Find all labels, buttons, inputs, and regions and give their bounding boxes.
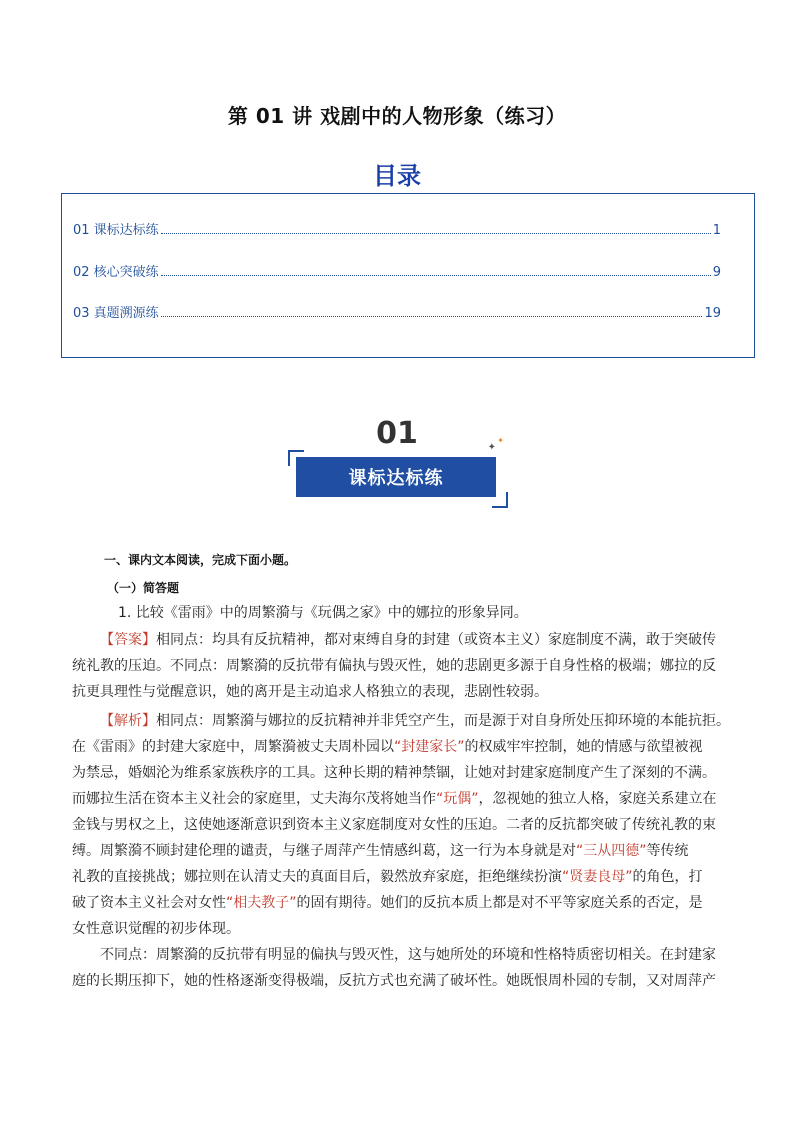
analysis-line: 相同点：周繁漪与娜拉的反抗精神并非凭空产生，而是源于对自身所处压抑环境的本能抗拒。: [156, 713, 730, 729]
toc-leader-dots: [161, 316, 703, 317]
analysis-text: 的权威牢牢控制，她的情感与欲望被视: [464, 739, 703, 755]
section-number: 01: [376, 416, 418, 451]
page-title: 第 01 讲 戏剧中的人物形象（练习）: [227, 104, 567, 128]
section-banner-label: 课标达标练: [296, 457, 496, 497]
toc-leader-dots: [161, 233, 711, 234]
answer-line: 抗更具理性与觉醒意识，她的离开是主动追求人格独立的表现，悲剧性较弱。: [72, 684, 548, 700]
analysis-line: 金钱与男权之上，这使她逐渐意识到资本主义家庭制度对女性的压迫。二者的反抗都突破了传统礼教的束: [72, 817, 716, 833]
highlight-term: “贤妻良母”: [562, 869, 633, 885]
analysis-text: 礼教的直接挑战；娜拉则在认清丈夫的真面目后，毅然放弃家庭，拒绝继续扮演: [72, 869, 562, 885]
sparkle-icon: ✦: [487, 442, 496, 453]
toc-item-page: 9: [712, 265, 721, 280]
answer-line: 统礼教的压迫。不同点：周繁漪的反抗带有偏执与毁灭性，她的悲剧更多源于自身性格的极端；娜拉的反: [72, 658, 716, 674]
highlight-term: “三从四德”: [576, 843, 647, 859]
toc-item-02[interactable]: [73, 262, 721, 280]
question-stem-text: 1. 比较《雷雨》中的周繁漪与《玩偶之家》中的娜拉的形象异同。: [118, 605, 528, 621]
answer-line: 相同点：均具有反抗精神，都对束缚自身的封建（或资本主义）家庭制度不满，敢于突破传: [156, 632, 716, 648]
toc-item-01[interactable]: [73, 220, 721, 238]
question-subheading: （一）简答题: [107, 581, 180, 595]
toc-heading: 目录: [373, 162, 421, 190]
analysis-text: 而娜拉生活在资本主义社会的家庭里，丈夫海尔茂将她当作: [72, 791, 436, 807]
toc-item-page: 1: [712, 223, 721, 238]
analysis-text: ，忽视她的独立人格，家庭关系建立在: [478, 791, 717, 807]
toc-item-label: 03 真题溯源练: [73, 306, 159, 321]
analysis-text: 等传统: [646, 843, 689, 859]
toc-item-label: 01 课标达标练: [73, 223, 159, 238]
highlight-term: “封建家长”: [394, 739, 465, 755]
highlight-term: “玩偶”: [436, 791, 479, 807]
answer-block: [72, 627, 732, 705]
analysis-text: 缚。周繁漪不顾封建伦理的谴责，与继子周萍产生情感纠葛，这一行为本身就是对: [72, 843, 576, 859]
analysis-tag: 【解析】: [100, 713, 156, 729]
analysis-text: 的角色，打: [632, 869, 703, 885]
toc-item-page: 19: [704, 306, 721, 321]
question-stem: [72, 600, 732, 626]
analysis-line: 女性意识觉醒的初步体现。: [72, 921, 240, 937]
analysis-line: 为禁忌，婚姻沦为维系家族秩序的工具。这种长期的精神禁锢，让她对封建家庭制度产生了深刻的不满。: [72, 765, 716, 781]
analysis-line: 不同点：周繁漪的反抗带有明显的偏执与毁灭性，这与她所处的环境和性格特质密切相关。在封建家: [100, 947, 716, 963]
toc-item-label: 02 核心突破练: [73, 265, 159, 280]
sparkle-icon: ✦: [497, 436, 504, 445]
table-of-contents: [61, 193, 755, 358]
analysis-block: [72, 708, 732, 994]
analysis-line: 庭的长期压抑下，她的性格逐渐变得极端，反抗方式也充满了破坏性。她既恨周朴园的专制，又对周萍产: [72, 973, 716, 989]
toc-item-03[interactable]: [73, 303, 721, 321]
analysis-text: 在《雷雨》的封建大家庭中，周繁漪被丈夫周朴园以: [72, 739, 394, 755]
analysis-text: 破了资本主义社会对女性: [72, 895, 226, 911]
analysis-text: 的固有期待。她们的反抗本质上都是对不平等家庭关系的否定，是: [296, 895, 703, 911]
question-heading: 一、课内文本阅读，完成下面小题。: [104, 553, 297, 567]
section-banner: [288, 436, 508, 508]
answer-tag: 【答案】: [100, 632, 156, 648]
highlight-term: “相夫教子”: [226, 895, 297, 911]
toc-leader-dots: [161, 275, 711, 276]
